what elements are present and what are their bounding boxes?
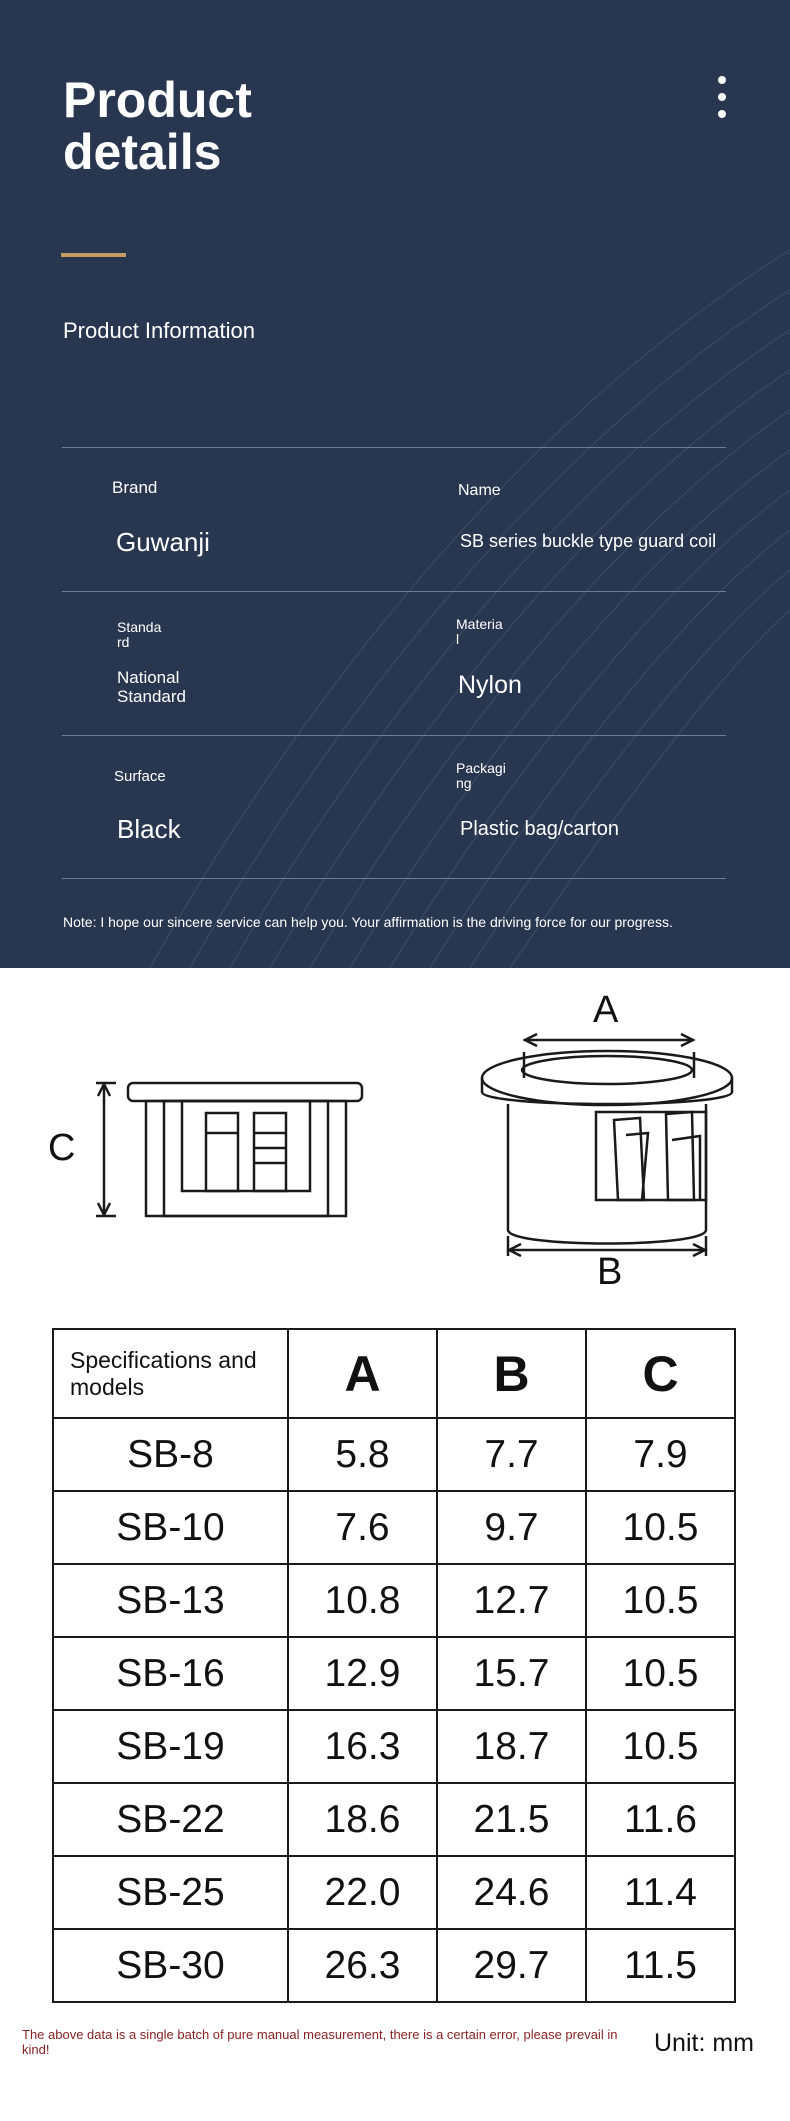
name-label: Name xyxy=(458,482,501,499)
model-cell: SB-10 xyxy=(53,1491,288,1564)
c-value-cell: 10.5 xyxy=(586,1491,735,1564)
model-cell: SB-30 xyxy=(53,1929,288,2002)
b-value-cell: 21.5 xyxy=(437,1783,586,1856)
page-title: Product details xyxy=(63,72,252,180)
dimension-diagram xyxy=(0,970,790,1310)
c-value-cell: 11.6 xyxy=(586,1783,735,1856)
service-note: Note: I hope our sincere service can help you. Your affirmation is the driving force for our progress. xyxy=(63,914,673,930)
unit-label: Unit: mm xyxy=(654,2029,754,2057)
model-cell: SB-8 xyxy=(53,1418,288,1491)
a-value-cell: 18.6 xyxy=(288,1783,437,1856)
b-value-cell: 7.7 xyxy=(437,1418,586,1491)
a-value-cell: 12.9 xyxy=(288,1637,437,1710)
a-value-cell: 22.0 xyxy=(288,1856,437,1929)
c-value-cell: 7.9 xyxy=(586,1418,735,1491)
a-value-cell: 7.6 xyxy=(288,1491,437,1564)
table-row xyxy=(53,1637,735,1710)
divider xyxy=(62,591,726,592)
c-value-cell: 11.4 xyxy=(586,1856,735,1929)
b-value-cell: 15.7 xyxy=(437,1637,586,1710)
material-label: Materia l xyxy=(456,616,503,647)
model-cell: SB-22 xyxy=(53,1783,288,1856)
dimension-label-b: B xyxy=(597,1251,623,1293)
side-view-drawing xyxy=(96,1083,362,1216)
b-value-cell: 18.7 xyxy=(437,1710,586,1783)
packaging-value: Plastic bag/carton xyxy=(460,818,619,840)
table-row xyxy=(53,1491,735,1564)
divider xyxy=(62,878,726,879)
measurement-disclaimer: The above data is a single batch of pure manual measurement, there is a certain error, please prevail in kind! xyxy=(22,2027,618,2057)
table-row xyxy=(53,1564,735,1637)
accent-bar xyxy=(61,253,126,257)
c-value-cell: 10.5 xyxy=(586,1564,735,1637)
column-header-a: A xyxy=(288,1329,437,1418)
b-value-cell: 29.7 xyxy=(437,1929,586,2002)
table-row xyxy=(53,1418,735,1491)
table-header-row xyxy=(53,1329,735,1418)
packaging-label: Packagi ng xyxy=(456,760,506,791)
divider xyxy=(62,735,726,736)
section-subtitle: Product Information xyxy=(63,318,255,343)
column-header-specifications: Specifications and models xyxy=(53,1329,288,1418)
standard-label: Standa rd xyxy=(117,619,162,650)
table-row xyxy=(53,1929,735,2002)
b-value-cell: 24.6 xyxy=(437,1856,586,1929)
brand-label: Brand xyxy=(112,478,158,497)
more-vertical-icon[interactable] xyxy=(712,76,732,126)
surface-value: Black xyxy=(117,814,181,844)
brand-value: Guwanji xyxy=(116,527,210,557)
specifications-table xyxy=(52,1328,736,2003)
a-value-cell: 5.8 xyxy=(288,1418,437,1491)
table-row xyxy=(53,1783,735,1856)
model-cell: SB-13 xyxy=(53,1564,288,1637)
c-value-cell: 10.5 xyxy=(586,1710,735,1783)
divider xyxy=(62,447,726,448)
dimension-label-a: A xyxy=(593,989,619,1031)
b-value-cell: 9.7 xyxy=(437,1491,586,1564)
b-value-cell: 12.7 xyxy=(437,1564,586,1637)
material-value: Nylon xyxy=(458,671,522,699)
column-header-b: B xyxy=(437,1329,586,1418)
perspective-view-drawing xyxy=(482,1034,732,1256)
a-value-cell: 10.8 xyxy=(288,1564,437,1637)
name-value: SB series buckle type guard coil xyxy=(460,531,717,551)
model-cell: SB-25 xyxy=(53,1856,288,1929)
c-value-cell: 11.5 xyxy=(586,1929,735,2002)
product-details-header xyxy=(0,0,790,968)
standard-value: National Standard xyxy=(117,668,186,706)
column-header-c: C xyxy=(586,1329,735,1418)
model-cell: SB-16 xyxy=(53,1637,288,1710)
model-cell: SB-19 xyxy=(53,1710,288,1783)
a-value-cell: 16.3 xyxy=(288,1710,437,1783)
dimension-label-c: C xyxy=(48,1127,76,1169)
c-value-cell: 10.5 xyxy=(586,1637,735,1710)
a-value-cell: 26.3 xyxy=(288,1929,437,2002)
surface-label: Surface xyxy=(114,768,166,785)
table-row xyxy=(53,1856,735,1929)
table-row xyxy=(53,1710,735,1783)
